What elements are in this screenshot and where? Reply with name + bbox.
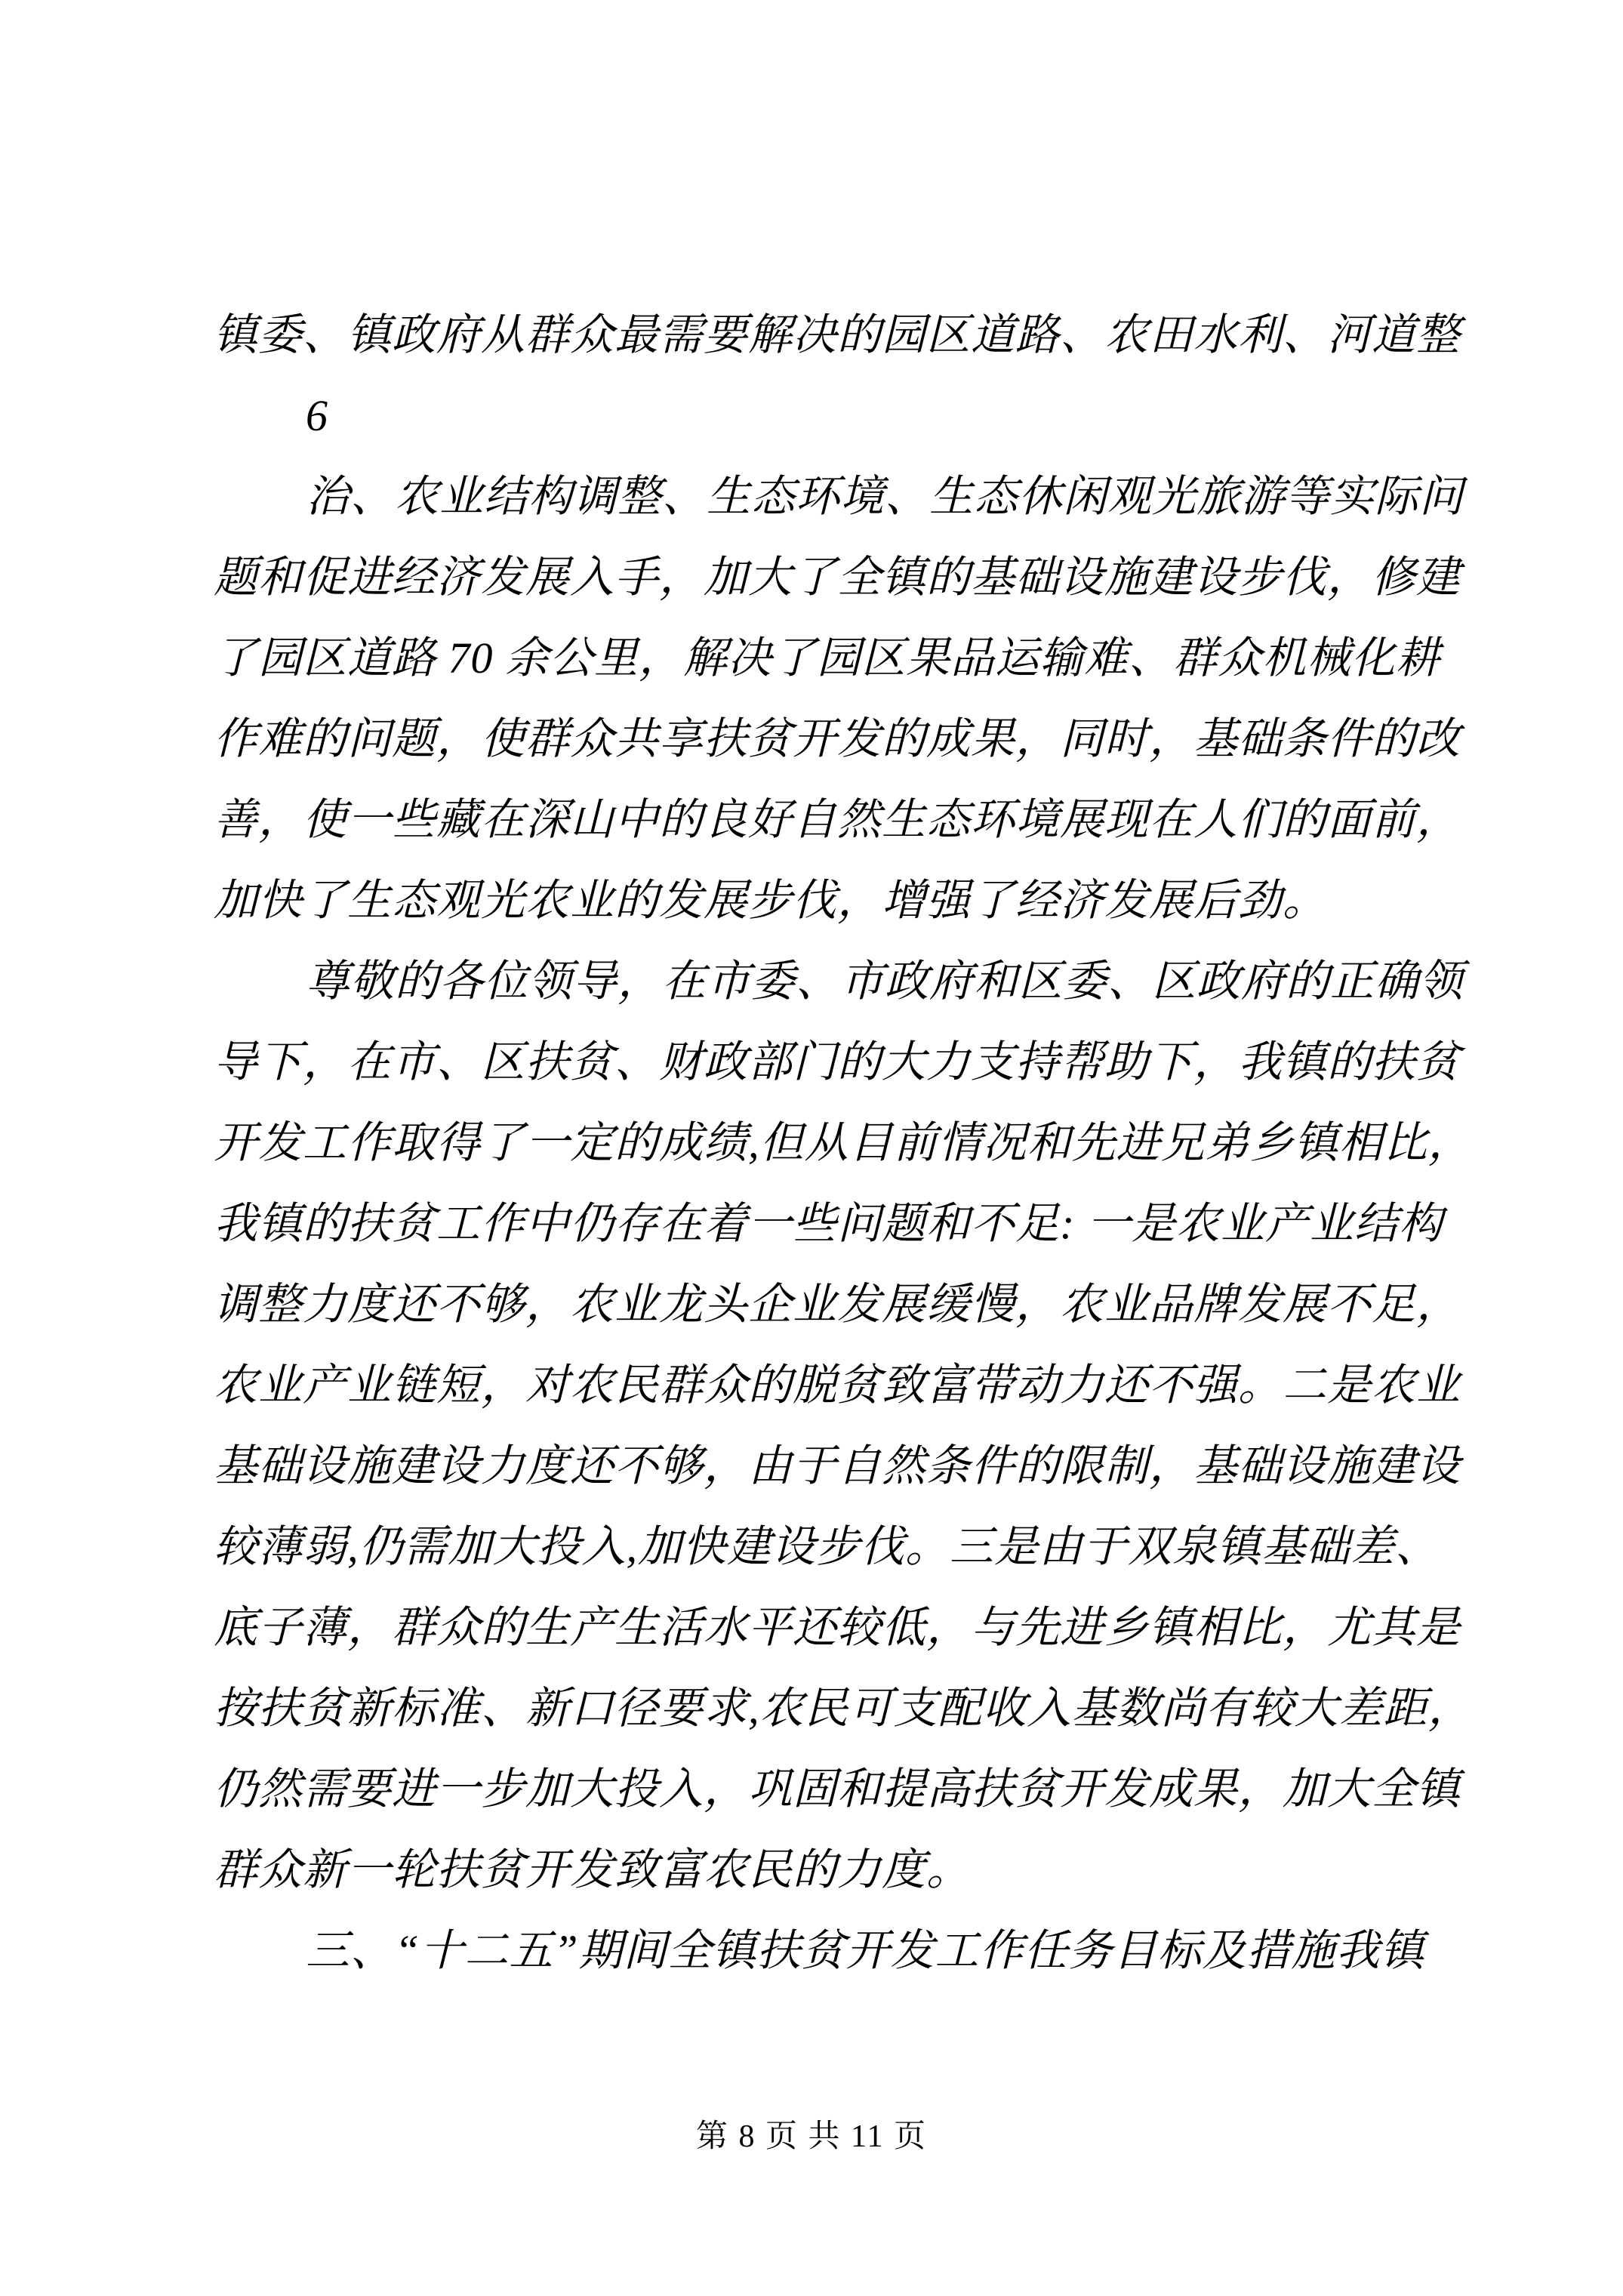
text-line: 基础设施建设力度还不够，由于自然条件的限制，基础设施建设 [214, 1441, 1461, 1490]
section-heading-line: 三、“十二五”期间全镇扶贫开发工作任务目标及措施我镇 [306, 1926, 1425, 1975]
page-break-number: 6 [306, 391, 328, 440]
text-line: 调整力度还不够，农业龙头企业发展缓慢，农业品牌发展不足， [214, 1280, 1461, 1329]
text-line: 开发工作取得了一定的成绩,但从目前情况和先进兄弟乡镇相比， [214, 1118, 1473, 1167]
text-line: 按扶贫新标准、新口径要求,农民可支配收入基数尚有较大差距， [214, 1684, 1473, 1733]
text-line: 导下，在市、区扶贫、财政部门的大力支持帮助下，我镇的扶贫 [214, 1037, 1461, 1086]
text-line: 善，使一些藏在深山中的良好自然生态环境展现在人们的面前， [214, 795, 1461, 844]
text-line: 治、农业结构调整、生态环境、生态休闲观光旅游等实际问 [306, 472, 1464, 521]
text-line: 群众新一轮扶贫开发致富农民的力度。 [214, 1845, 972, 1894]
page-footer [0, 2106, 1623, 2167]
text-line: 我镇的扶贫工作中仍存在着一些问题和不足: 一是农业产业结构 [214, 1199, 1443, 1248]
text-line: 仍然需要进一步加大投入，巩固和提高扶贫开发成果，加大全镇 [214, 1764, 1461, 1814]
text-line: 了园区道路 70 余公里，解决了园区果品运输难、群众机械化耕 [214, 633, 1441, 683]
page-number: 第 8 页 共 11 页 [696, 2119, 927, 2154]
text-line: 题和促进经济发展入手，加大了全镇的基础设施建设步伐，修建 [214, 553, 1461, 602]
text-line: 底子薄，群众的生产生活水平还较低，与先进乡镇相比，尤其是 [214, 1603, 1461, 1652]
text-line: 农业产业链短，对农民群众的脱贫致富带动力还不强。二是农业 [214, 1361, 1461, 1410]
text-line: 较薄弱,仍需加大投入,加快建设步伐。三是由于双泉镇基础差、 [214, 1522, 1440, 1571]
text-line: 镇委、镇政府从群众最需要解决的园区道路、农田水利、河道整 [214, 310, 1461, 359]
text-line: 尊敬的各位领导，在市委、市政府和区委、区政府的正确领 [306, 957, 1464, 1006]
text-line: 作难的问题，使群众共享扶贫开发的成果，同时，基础条件的改 [214, 714, 1461, 763]
text-line: 加快了生态观光农业的发展步伐，增强了经济发展后劲。 [214, 876, 1328, 925]
document-body [214, 294, 1489, 1991]
